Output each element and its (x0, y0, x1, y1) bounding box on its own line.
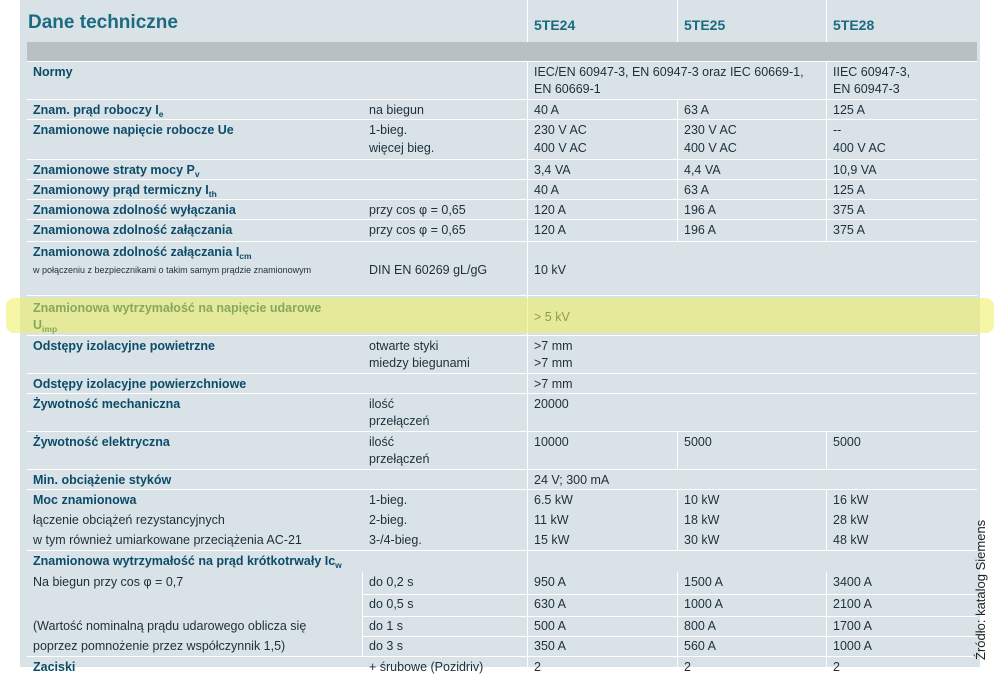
header-divider (677, 0, 678, 42)
row-label: w tym również umiarkowane przeciążenia AC-21 (33, 533, 302, 547)
cell-value: 6.5 kW (534, 493, 573, 507)
cell-value: >7 mm (534, 339, 573, 353)
cell-value: 10 kV (534, 263, 566, 277)
row-label: Moc znamionowa (33, 493, 137, 507)
table-row (27, 431, 977, 470)
cell-value: 1500 A (684, 575, 723, 589)
cell-value: EN 60669-1 (534, 82, 601, 96)
cell-value: 24 V; 300 mA (534, 473, 610, 487)
row-label: Min. obciążenie styków (33, 473, 172, 487)
cell-value: 5000 (833, 435, 861, 449)
cell-value: 3,4 VA (534, 163, 571, 177)
cell-value: 11 kW (534, 513, 569, 527)
cell-value: 560 A (684, 639, 716, 653)
cell-value: 120 A (534, 203, 566, 217)
table-row (27, 335, 977, 374)
cell-value: 3400 A (833, 575, 872, 589)
row-label: Na biegun przy cos φ = 0,7 (33, 575, 184, 589)
cell-condition: do 3 s (369, 639, 404, 653)
row-note: w połączeniu z bezpiecznikami o takim samym prądzie znamionowym (33, 265, 312, 275)
cell-condition: więcej bieg. (369, 141, 435, 155)
cell-condition: 1-bieg. (369, 493, 408, 507)
cell-value: 400 V AC (833, 141, 886, 155)
cell-value: 40 A (534, 103, 560, 117)
highlight-marker (6, 298, 994, 333)
cell-value: 125 A (833, 183, 865, 197)
cell-value: 20000 (534, 397, 569, 411)
cell-condition: 2-bieg. (369, 513, 408, 527)
page-title: Dane techniczne (28, 12, 178, 33)
cell-value: 10000 (534, 435, 569, 449)
cell-value: 2100 A (833, 597, 872, 611)
table-row (27, 550, 977, 573)
row-label: Znamionowa zdolność załączania (33, 223, 233, 237)
column-header-5te25: 5TE25 (684, 17, 726, 33)
cell-condition: ilość (369, 397, 395, 411)
row-label: Żywotność elektryczna (33, 435, 170, 449)
cell-condition: 1-bieg. (369, 123, 408, 137)
cell-value: 400 V AC (534, 141, 587, 155)
cell-value: 500 A (534, 619, 566, 633)
cell-value: 375 A (833, 223, 865, 237)
row-label: Odstępy izolacyjne powierzchniowe (33, 377, 247, 391)
cell-condition: przy cos φ = 0,65 (369, 203, 466, 217)
table-row (27, 572, 977, 594)
cell-value: 28 kW (833, 513, 869, 527)
cell-value: 4,4 VA (684, 163, 721, 177)
cell-value: >7 mm (534, 377, 573, 391)
row-label: poprzez pomnożenie przez współczynnik 1,5) (33, 639, 286, 653)
table-row (27, 119, 977, 160)
cell-value: 350 A (534, 639, 566, 653)
cell-value: 230 V AC (684, 123, 737, 137)
row-label: (Wartość nominalną prądu udarowego oblicza się (33, 619, 307, 633)
cell-condition: przełączeń (369, 414, 430, 428)
cell-value: 63 A (684, 183, 710, 197)
row-label: Normy (33, 65, 73, 79)
table-row (27, 219, 977, 242)
row-label: Zaciski (33, 660, 76, 674)
source-caption: Źródło: katalog Siemens (973, 519, 988, 660)
cell-value: 120 A (534, 223, 566, 237)
cell-condition: otwarte styki (369, 339, 439, 353)
row-label: Żywotność mechaniczna (33, 397, 181, 411)
table-row (27, 616, 977, 636)
cell-value: 18 kW (684, 513, 720, 527)
column-header-5te28: 5TE28 (833, 17, 875, 33)
cell-condition: do 1 s (369, 619, 404, 633)
table-row (27, 199, 977, 220)
row-label-subscript: th (208, 189, 217, 199)
row-label (33, 244, 252, 265)
table-row (27, 159, 977, 180)
cell-condition: ilość (369, 435, 395, 449)
table-header (20, 0, 980, 42)
cell-value: 125 A (833, 103, 865, 117)
cell-value: 1000 A (684, 597, 723, 611)
row-label (33, 553, 342, 574)
cell-value: 630 A (534, 597, 566, 611)
row-label: Odstępy izolacyjne powietrzne (33, 339, 215, 353)
table-row (27, 489, 977, 551)
cell-value: 230 V AC (534, 123, 587, 137)
cell-condition: do 0,2 s (369, 575, 414, 589)
cell-condition: 3-/4-bieg. (369, 533, 422, 547)
cell-value: 196 A (684, 203, 716, 217)
cell-condition: przełączeń (369, 452, 430, 466)
table-row (27, 393, 977, 432)
cell-value: 5000 (684, 435, 712, 449)
cell-value: 10,9 VA (833, 163, 877, 177)
cell-value: 1000 A (833, 639, 872, 653)
table-row (27, 241, 977, 296)
row-label-text: Znam. prąd roboczy I (33, 103, 159, 117)
cell-value: 2 (684, 660, 691, 674)
cell-value: IIEC 60947-3, (833, 65, 911, 79)
row-label-text: Znamionowa zdolność załączania I (33, 245, 240, 259)
cell-value: 16 kW (833, 493, 869, 507)
row-label-subscript: w (335, 560, 342, 570)
cell-condition: do 0,5 s (369, 597, 414, 611)
cell-value: EN 60947-3 (833, 82, 900, 96)
cell-condition: DIN EN 60269 gL/gG (369, 263, 488, 277)
row-label: Znamionowa zdolność wyłączania (33, 203, 236, 217)
cell-condition: miedzy biegunami (369, 356, 470, 370)
cell-value: 15 kW (534, 533, 570, 547)
row-label-text: Znamionowa wytrzymałość na prąd krótkotrwały Ic (33, 554, 336, 568)
table-row (27, 179, 977, 200)
cell-value: 30 kW (684, 533, 720, 547)
cell-value: 1700 A (833, 619, 872, 633)
table-row (27, 636, 977, 656)
cell-value: -- (833, 123, 842, 137)
table-row (27, 373, 977, 394)
cell-condition: + śrubowe (Pozidriv) (369, 660, 484, 674)
header-divider (826, 0, 827, 42)
cell-condition: przy cos φ = 0,65 (369, 223, 466, 237)
technical-data-panel (20, 0, 980, 674)
row-label: łączenie obciążeń rezystancyjnych (33, 513, 225, 527)
cell-value: 48 kW (833, 533, 869, 547)
header-divider (527, 0, 528, 42)
row-label-subscript: e (158, 109, 164, 119)
cell-value: 400 V AC (684, 141, 737, 155)
table-row (27, 594, 977, 616)
cell-value: 196 A (684, 223, 716, 237)
cell-value: 2 (534, 660, 541, 674)
row-label-text: Znamionowe straty mocy P (33, 163, 195, 177)
table-row (27, 469, 977, 490)
cell-value: 375 A (833, 203, 865, 217)
row-label-subscript: v (194, 169, 200, 179)
cell-value: 40 A (534, 183, 560, 197)
table-row (27, 99, 977, 120)
cell-value: 2 (833, 660, 840, 674)
cell-value: 800 A (684, 619, 716, 633)
cell-value: IEC/EN 60947-3, EN 60947-3 oraz IEC 60669-1, (534, 65, 804, 79)
row-label-subscript: cm (239, 251, 252, 261)
header-band (27, 42, 977, 61)
cell-condition: na biegun (369, 103, 424, 117)
row-label: Znamionowe napięcie robocze Ue (33, 123, 234, 137)
cell-value: 10 kW (684, 493, 720, 507)
row-label-text: Znamionowy prąd termiczny I (33, 183, 209, 197)
cell-value: 63 A (684, 103, 710, 117)
column-header-5te24: 5TE24 (534, 17, 576, 33)
table-row (27, 61, 977, 100)
cell-value: 950 A (534, 575, 566, 589)
cell-value: >7 mm (534, 356, 573, 370)
